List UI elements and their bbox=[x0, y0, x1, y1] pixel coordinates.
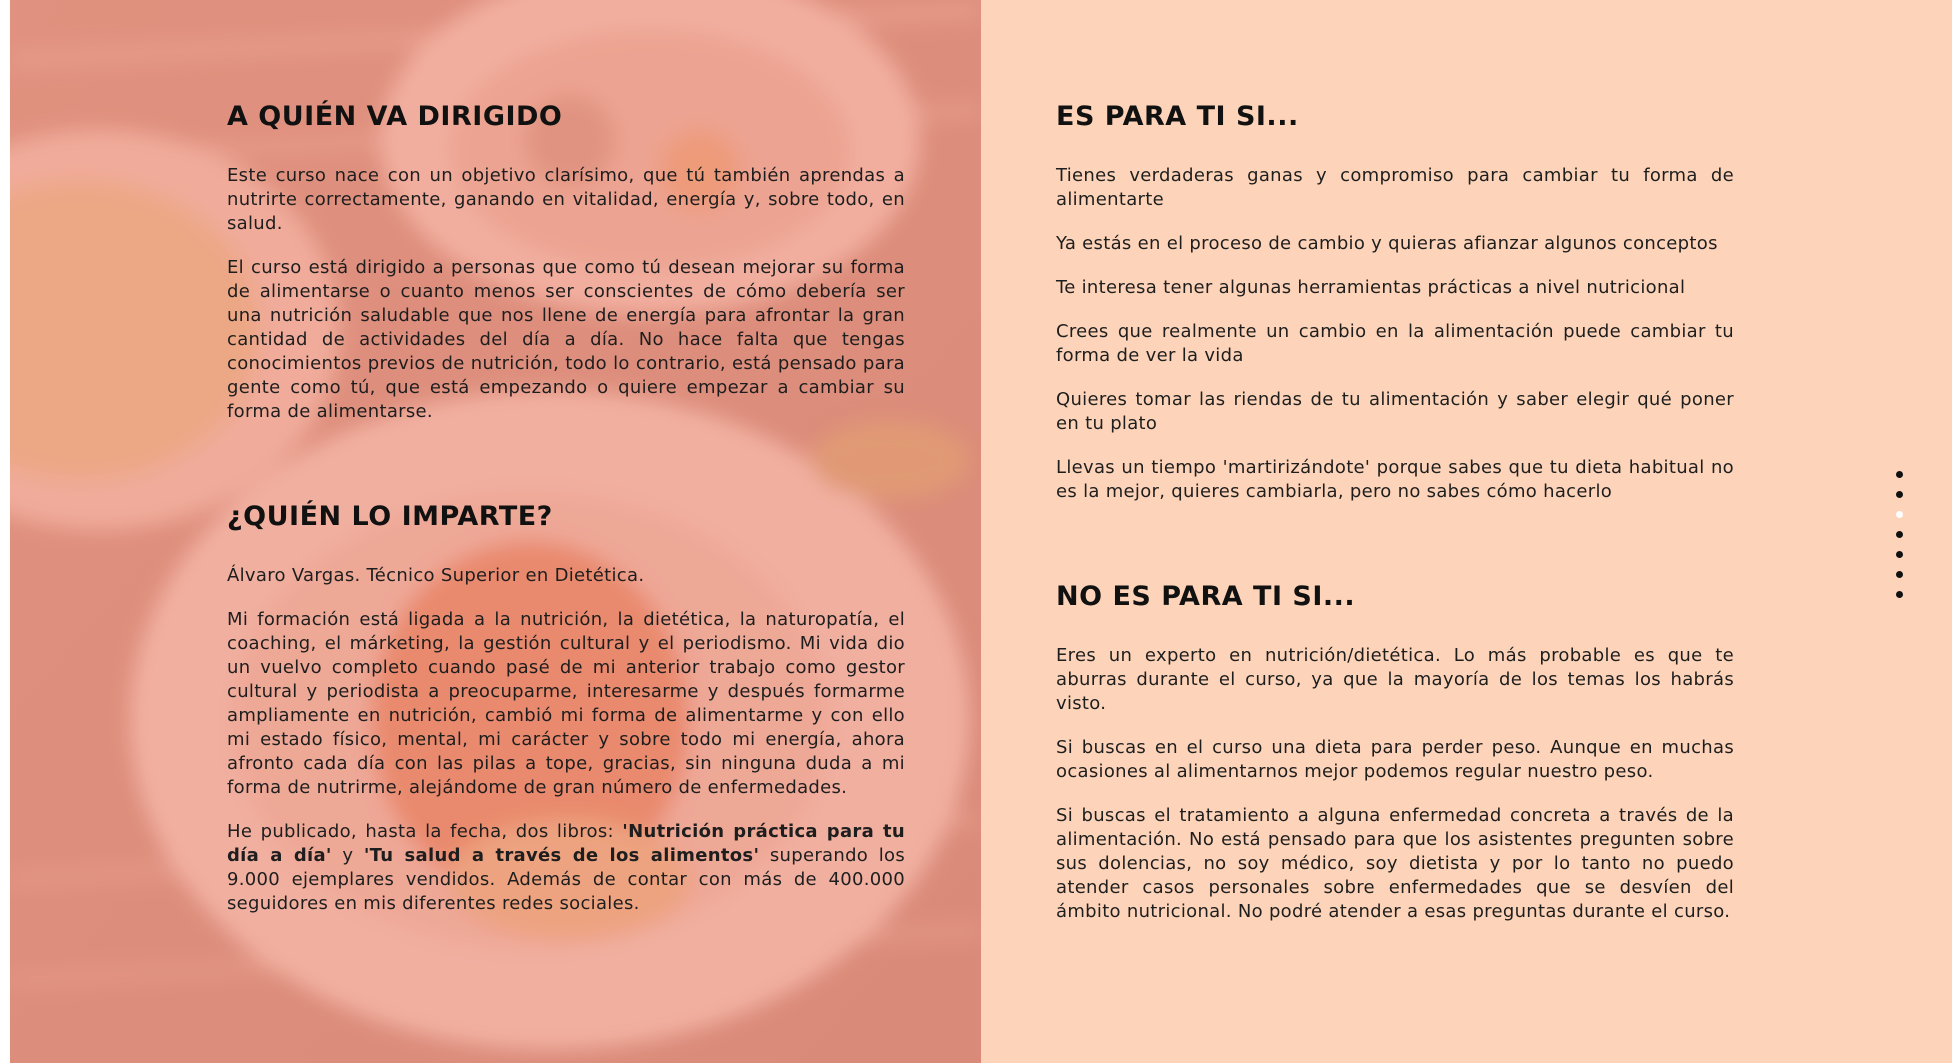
for-you-item: Ya estás en el proceso de cambio y quieras afianzar algunos conceptos bbox=[1056, 233, 1718, 254]
nav-dot-4[interactable] bbox=[1896, 531, 1903, 538]
nav-dot-3-active[interactable] bbox=[1896, 511, 1903, 518]
not-for-you-item: Eres un experto en nutrición/dietética. Lo más probable es que te aburras durante el curso, ya que la mayoría de los temas los habrás visto. bbox=[1056, 645, 1734, 714]
nav-dot-1[interactable] bbox=[1896, 471, 1903, 478]
books-intro-text: He publicado, hasta la fecha, dos libros: bbox=[227, 821, 623, 842]
for-you-item: Quieres tomar las riendas de tu alimentación y saber elegir qué poner en tu plato bbox=[1056, 389, 1734, 434]
for-you-item: Crees que realmente un cambio en la alimentación puede cambiar tu forma de ver la vida bbox=[1056, 321, 1734, 366]
right-column bbox=[1056, 96, 1734, 924]
books-outro-text: superando los 9.000 ejemplares vendidos. Además de contar con más de 400.000 seguidores en mis diferentes redes sociales. bbox=[227, 845, 905, 914]
for-you-item: Te interesa tener algunas herramientas prácticas a nivel nutricional bbox=[1056, 277, 1686, 298]
left-column bbox=[227, 96, 905, 916]
for-you-item: Llevas un tiempo 'martirizándote' porque sabes que tu dieta habitual no es la mejor, quieres cambiarla, pero no sabes cómo hacerlo bbox=[1056, 457, 1734, 502]
nav-dot-7[interactable] bbox=[1896, 591, 1903, 598]
book-title-1: 'Nutrición práctica para tu día a día' bbox=[227, 821, 906, 866]
books-connector-text: y bbox=[331, 845, 364, 866]
section-title-not-for-you: NO ES PARA TI SI... bbox=[1056, 581, 1356, 612]
nav-dot-2[interactable] bbox=[1896, 491, 1903, 498]
for-you-item: Tienes verdaderas ganas y compromiso para cambiar tu forma de alimentarte bbox=[1056, 165, 1734, 210]
audience-paragraph-2: El curso está dirigido a personas que como tú desean mejorar su forma de alimentarse o cuanto menos ser conscientes de cómo debería ser una nutrición saludable que nos llene de energía para afrontar la gran cantidad de actividades del día a día. No hace falta que tengas conocimientos previos de nutrición, todo lo contrario, está pensado para gente como tú, que está empezando o quiere empezar a cambiar su forma de alimentarse. bbox=[227, 257, 905, 422]
instructor-paragraph-1: Álvaro Vargas. Técnico Superior en Dietética. bbox=[227, 565, 645, 586]
section-nav-dots bbox=[1896, 471, 1904, 611]
nav-dot-6[interactable] bbox=[1896, 571, 1903, 578]
not-for-you-item: Si buscas en el curso una dieta para perder peso. Aunque en muchas ocasiones al alimentarnos mejor podemos regular nuestro peso. bbox=[1056, 737, 1734, 782]
book-title-2: 'Tu salud a través de los alimentos' bbox=[363, 845, 760, 866]
not-for-you-item: Si buscas el tratamiento a alguna enfermedad concreta a través de la alimentación. No está pensado para que los asistentes pregunten sobre sus dolencias, no soy médico, soy dietista y por lo tanto no puedo atender casos personales sobre enfermedades que se desvíen del ámbito nutricional. No podré atender a esas preguntas durante el curso. bbox=[1056, 805, 1734, 922]
nav-dot-5[interactable] bbox=[1896, 551, 1903, 558]
audience-paragraph-1: Este curso nace con un objetivo clarísimo, que tú también aprendas a nutrirte correctamente, ganando en vitalidad, energía y, sobre todo, en salud. bbox=[227, 165, 905, 234]
instructor-paragraph-3 bbox=[227, 820, 905, 916]
section-title-for-you: ES PARA TI SI... bbox=[1056, 101, 1299, 132]
instructor-paragraph-2: Mi formación está ligada a la nutrición, la dietética, la naturopatía, el coaching, el márketing, la gestión cultural y el periodismo. Mi vida dio un vuelvo completo cuando pasé de mi anterior trabajo como gestor cultural y periodista a preocuparme, interesarme y después formarme ampliamente en nutrición, cambió mi forma de alimentarme y con ello mi estado físico, mental, mi carácter y sobre todo mi energía, ahora afronto cada día con las pilas a tope, gracias, sin ninguna duda a mi forma de nutrirme, alejándome de gran número de enfermedades. bbox=[227, 609, 905, 798]
section-title-instructor: ¿QUIÉN LO IMPARTE? bbox=[227, 501, 553, 532]
section-title-audience: A QUIÉN VA DIRIGIDO bbox=[227, 101, 563, 132]
